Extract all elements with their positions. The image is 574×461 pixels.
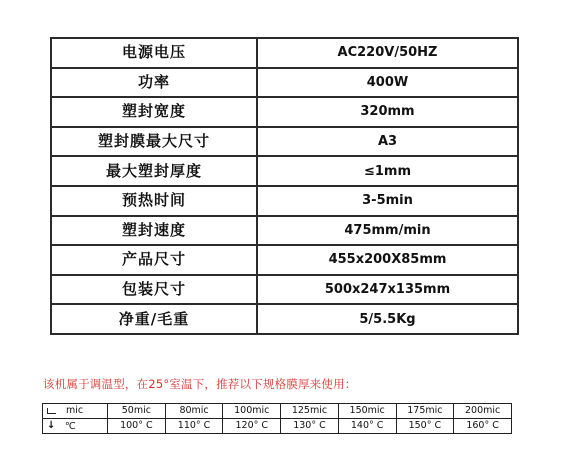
spec-value: 475mm/min	[257, 216, 518, 246]
thickness-header	[43, 404, 108, 419]
spec-row	[51, 156, 518, 186]
spec-row	[51, 97, 518, 127]
thickness-cell: 125mic	[281, 404, 339, 419]
spec-value: 5/5.5Kg	[257, 304, 518, 334]
thickness-row	[43, 404, 512, 419]
thickness-cell: 80mic	[165, 404, 223, 419]
thickness-cell: 150mic	[338, 404, 396, 419]
temperature-header	[43, 419, 108, 434]
thickness-cell: 100mic	[223, 404, 281, 419]
usage-note: 该机属于调温型，在25°室温下，推荐以下规格膜厚来使用：	[43, 377, 357, 391]
spec-label: 净重/毛重	[51, 304, 257, 334]
spec-value: ≤1mm	[257, 156, 518, 186]
spec-value: 3-5min	[257, 186, 518, 216]
temperature-cell: 100° C	[108, 419, 166, 434]
thickness-icon	[47, 408, 56, 414]
spec-label: 塑封宽度	[51, 97, 257, 127]
temperature-unit: ℃	[65, 420, 76, 432]
spec-value: 500x247x135mm	[257, 275, 518, 305]
spec-value: 400W	[257, 68, 518, 98]
spec-value: 455x200X85mm	[257, 245, 518, 275]
spec-label: 包装尺寸	[51, 275, 257, 305]
spec-value: AC220V/50HZ	[257, 38, 518, 68]
temperature-cell: 130° C	[281, 419, 339, 434]
spec-label: 功率	[51, 68, 257, 98]
temperature-table	[42, 403, 512, 434]
spec-row	[51, 245, 518, 275]
spec-row	[51, 127, 518, 157]
spec-label: 最大塑封厚度	[51, 156, 257, 186]
thermometer-icon: ↓	[47, 420, 56, 431]
spec-row	[51, 304, 518, 334]
temperature-cell: 120° C	[223, 419, 281, 434]
thickness-cell: 200mic	[454, 404, 512, 419]
spec-row	[51, 186, 518, 216]
spec-label: 产品尺寸	[51, 245, 257, 275]
spec-table	[50, 37, 519, 335]
thickness-cell: 175mic	[396, 404, 454, 419]
thickness-cell: 50mic	[108, 404, 166, 419]
temperature-cell: 160° C	[454, 419, 512, 434]
spec-value: 320mm	[257, 97, 518, 127]
spec-row	[51, 216, 518, 246]
spec-label: 塑封速度	[51, 216, 257, 246]
spec-row	[51, 38, 518, 68]
temperature-cell: 140° C	[338, 419, 396, 434]
spec-row	[51, 68, 518, 98]
temperature-cell: 150° C	[396, 419, 454, 434]
spec-label: 预热时间	[51, 186, 257, 216]
temperature-row	[43, 419, 512, 434]
temperature-cell: 110° C	[165, 419, 223, 434]
spec-value: A3	[257, 127, 518, 157]
spec-label: 塑封膜最大尺寸	[51, 127, 257, 157]
thickness-unit: mic	[66, 405, 84, 417]
spec-row	[51, 275, 518, 305]
spec-label: 电源电压	[51, 38, 257, 68]
